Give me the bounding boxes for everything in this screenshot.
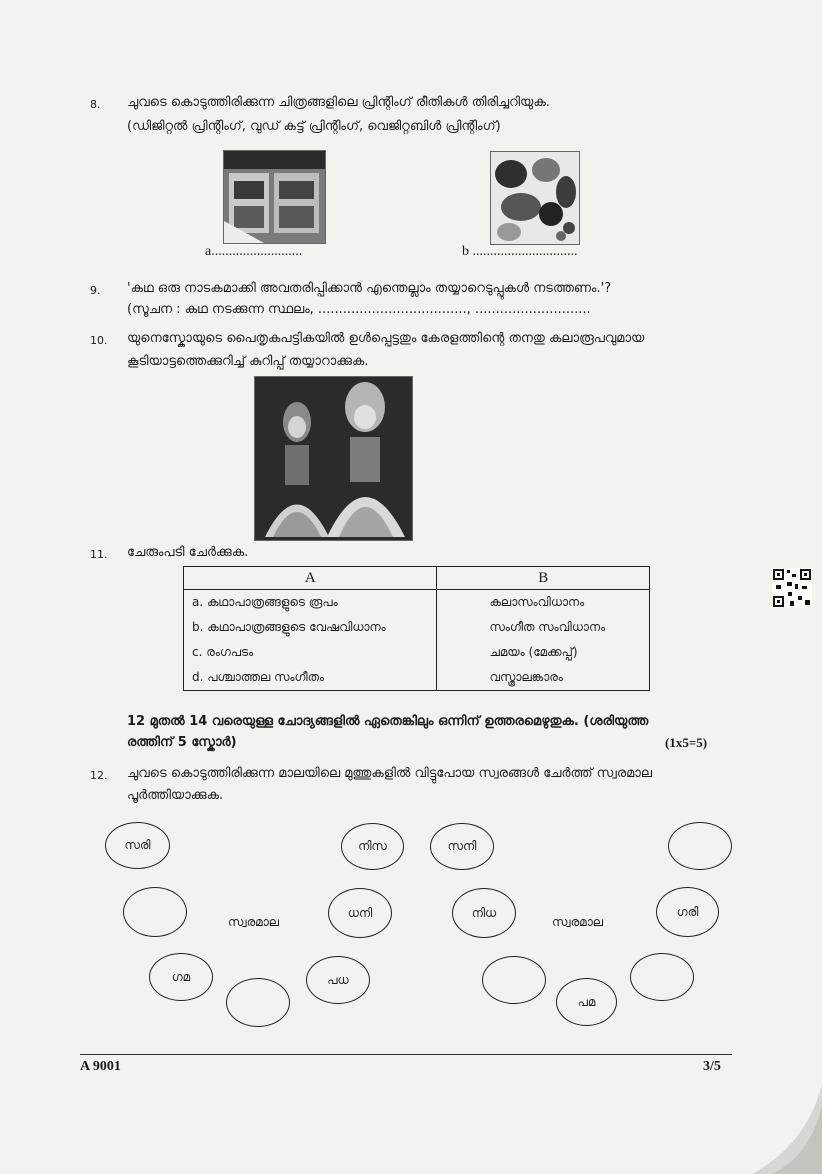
bead-left-4[interactable] xyxy=(226,978,290,1027)
q11-title: ചേരുംപടി ചേർക്കുക. xyxy=(127,545,249,560)
col-b-cell: വസ്ത്രാലങ്കാരം xyxy=(437,665,650,691)
match-table xyxy=(183,566,650,691)
bead-left-1: സരി xyxy=(105,822,170,869)
qr-code-icon xyxy=(772,568,812,608)
bead-right-4: പമ xyxy=(556,978,617,1026)
col-a-cell: c. രംഗപടം xyxy=(184,640,437,665)
footer-code: A 9001 xyxy=(80,1059,121,1074)
col-a-cell: b. കഥാപാത്രങ്ങളുടെ വേഷവിധാനം xyxy=(184,615,437,640)
q12-text-line2: പൂർത്തിയാക്കുക. xyxy=(127,788,224,803)
bead-right-5[interactable] xyxy=(630,953,694,1001)
q10-text-line1: യുനെസ്കോയുടെ പൈതൃകപട്ടികയിൽ ഉൾപ്പെട്ടതും കേരളത്തിന്റെ തനതു കലാരൂപവുമായ xyxy=(127,331,645,346)
bead-right-1: സനി xyxy=(430,823,494,870)
svaramala-label-left: സ്വരമാല xyxy=(228,915,280,929)
bead-right-2: നിധ xyxy=(452,888,516,938)
q9-text-line2: (സൂചന : കഥ നടക്കുന്ന സ്ഥലം, ...................................., ............................ xyxy=(127,302,591,317)
bead-right-6: ഗരി xyxy=(656,887,719,937)
col-a-cell: a. കഥാപാത്രങ്ങളുടെ രൂപം xyxy=(184,590,437,616)
q8-caption-a: a.......................... xyxy=(205,244,303,259)
table-row xyxy=(184,640,650,665)
col-b-header: B xyxy=(437,567,650,590)
instruction-line1: 12 മുതൽ 14 വരെയുള്ള ചോദ്യങ്ങളിൽ ഏതെങ്കിലും ഒന്നിന് ഉത്തരമെഴുതുക. (ശരിയുത്ത xyxy=(127,714,649,729)
bead-left-3: ഗമ xyxy=(149,953,213,1001)
q10-number: 10. xyxy=(90,334,108,347)
col-a-cell: d. പശ്ചാത്തല സംഗീതം xyxy=(184,665,437,691)
q12-text-line1: ചുവടെ കൊടുത്തിരിക്കുന്ന മാലയിലെ മുത്തുകളിൽ വിട്ടുപോയ സ്വരങ്ങൾ ചേർത്ത് സ്വരമാല xyxy=(127,766,652,781)
footer-page-number: 3/5 xyxy=(703,1059,721,1074)
col-b-cell: ചമയം (മേക്കപ്പ്) xyxy=(437,640,650,665)
instruction-line2: രത്തിന് 5 സ്കോർ) xyxy=(127,735,237,750)
bead-left-6: ധനി xyxy=(328,888,392,938)
col-a-header: A xyxy=(184,567,437,590)
bead-right-3[interactable] xyxy=(482,956,546,1004)
page-fold-shadow xyxy=(752,1084,822,1174)
q11-number: 11. xyxy=(90,548,108,561)
svaramala-label-right: സ്വരമാല xyxy=(552,915,604,929)
table-row xyxy=(184,615,650,640)
col-b-cell: കലാസംവിധാനം xyxy=(437,590,650,616)
koodiyattam-photo xyxy=(254,376,413,541)
q8-text-line1: ചുവടെ കൊടുത്തിരിക്കുന്ന ചിത്രങ്ങളിലെ പ്രിന്റിംഗ് രീതികൾ തിരിച്ചറിയുക. xyxy=(127,95,550,110)
q9-number: 9. xyxy=(90,284,101,297)
bead-left-7: നിസ xyxy=(341,823,404,870)
bead-left-2[interactable] xyxy=(123,887,187,937)
table-row xyxy=(184,665,650,691)
col-b-cell: സംഗീത സംവിധാനം xyxy=(437,615,650,640)
footer-divider xyxy=(80,1054,732,1055)
q8-number: 8. xyxy=(90,98,101,111)
table-row xyxy=(184,590,650,616)
q8-text-line2: (ഡിജിറ്റൽ പ്രിന്റിംഗ്, വുഡ് കട്ട് പ്രിന്റിംഗ്, വെജിറ്റബിൾ പ്രിന്റിംഗ്) xyxy=(127,119,501,134)
q9-text-line1: 'കഥ ഒരു നാടകമാക്കി അവതരിപ്പിക്കാൻ എന്തെല്ലാം തയ്യാറെടുപ്പുകൾ നടത്തണം.'? xyxy=(127,281,612,296)
q8-caption-b: b .............................. xyxy=(462,244,578,259)
digital-printing-photo xyxy=(223,150,326,244)
bead-left-5: പധ xyxy=(306,956,370,1004)
vegetable-printing-photo xyxy=(490,151,580,245)
q10-text-line2: കൂടിയാട്ടത്തെക്കുറിച്ച് കുറിപ്പ് തയ്യാറാക്കുക. xyxy=(127,354,369,369)
instruction-score: (1x5=5) xyxy=(665,735,708,750)
bead-right-7[interactable] xyxy=(668,822,732,870)
q12-number: 12. xyxy=(90,769,108,782)
